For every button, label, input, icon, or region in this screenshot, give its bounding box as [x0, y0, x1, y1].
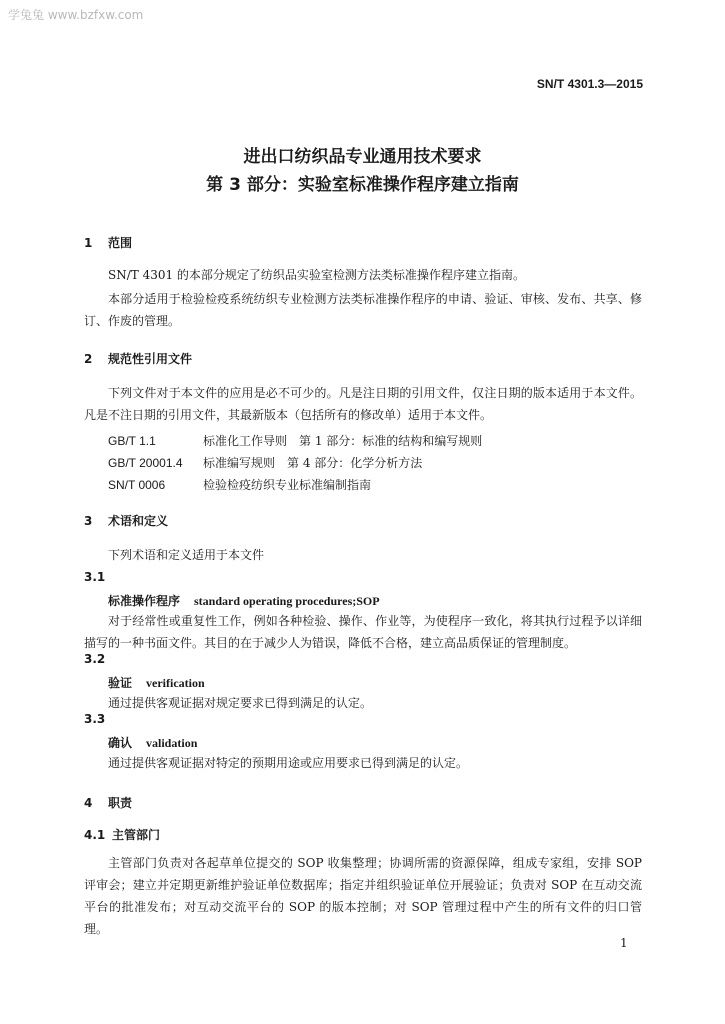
section-title: 职责 [108, 796, 133, 810]
section-4-heading [84, 794, 132, 811]
term-chinese: 确认 [108, 736, 133, 750]
reference-code: SN/T 0006 [108, 478, 166, 492]
section-1-paragraph-1: SN/T 4301 的本部分规定了纺织品实验室检测方法类标准操作程序建立指南。 [108, 268, 525, 282]
reference-item [108, 432, 482, 449]
watermark-text: 学兔兔 www.bzfxw.com [8, 8, 144, 22]
term-definition: 通过提供客观证据对特定的预期用途或应用要求已得到满足的认定。 [108, 756, 469, 770]
section-number: 3 [84, 514, 93, 528]
term-definition: 对于经常性或重复性工作，例如各种检验、操作、作业等，为使程序一致化，将其执行过程予以详细描写的一种书面文件。其目的在于减少人为错误，降低不合格，建立高品质保证的管理制度。 [84, 614, 642, 650]
subsection-4-1-paragraph: 主管部门负责对各起草单位提交的 SOP 收集整理；协调所需的资源保障，组成专家组，安排 SOP 评审会；建立并定期更新维护验证单位数据库；指定并组织验证单位开展验证；负责对 SOP 在互动交流平台的批准发布；对互动交流平台的 SOP 的版本控制；对 SOP 管理过程中产生的所有文件的归口管理。 [84, 856, 642, 936]
section-3-intro: 下列术语和定义适用于本文件 [108, 548, 265, 562]
section-title: 规范性引用文件 [108, 352, 193, 366]
reference-title: 标准编写规则 第 4 部分：化学分析方法 [203, 456, 423, 470]
reference-title: 检验检疫纺织专业标准编制指南 [203, 478, 372, 492]
section-number: 4 [84, 796, 93, 810]
standard-number: SN/T 4301.3—2015 [536, 77, 643, 91]
term-english: verification [146, 676, 205, 690]
section-2-intro: 下列文件对于本文件的应用是必不可少的。凡是注日期的引用文件，仅注日期的版本适用于本文件。凡是不注日期的引用文件，其最新版本（包括所有的修改单）适用于本文件。 [84, 386, 642, 422]
term-english: standard operating procedures;SOP [194, 594, 380, 608]
term-number: 3.3 [84, 712, 106, 726]
term-entry [108, 734, 197, 751]
subsection-4-1-heading [84, 826, 160, 843]
section-1-paragraph-2: 本部分适用于检验检疫系统纺织专业检测方法类标准操作程序的申请、验证、审核、发布、共享、修订、作废的管理。 [84, 292, 642, 328]
reference-item [108, 454, 422, 471]
section-3-heading [84, 512, 168, 529]
document-title-line-1: 进出口纺织品专业通用技术要求 [243, 147, 482, 167]
section-title: 范围 [108, 236, 133, 250]
term-english: validation [146, 736, 198, 750]
term-number: 3.1 [84, 570, 106, 584]
section-number: 2 [84, 352, 93, 366]
term-definition: 通过提供客观证据对规定要求已得到满足的认定。 [108, 696, 373, 710]
section-number: 1 [84, 236, 93, 250]
section-1-heading [84, 234, 132, 251]
document-title-line-2: 第 3 部分：实验室标准操作程序建立指南 [206, 175, 519, 195]
subsection-title: 主管部门 [112, 828, 161, 842]
term-number: 3.2 [84, 652, 106, 666]
page-number: 1 [620, 936, 628, 950]
reference-code: GB/T 1.1 [108, 434, 156, 448]
reference-code: GB/T 20001.4 [108, 456, 183, 470]
reference-item [108, 476, 371, 493]
subsection-number: 4.1 [84, 828, 106, 842]
term-entry [108, 592, 380, 609]
reference-title: 标准化工作导则 第 1 部分：标准的结构和编写规则 [203, 434, 483, 448]
term-chinese: 验证 [108, 676, 133, 690]
term-chinese: 标准操作程序 [108, 594, 181, 608]
section-2-heading [84, 350, 192, 367]
section-title: 术语和定义 [108, 514, 169, 528]
term-entry [108, 674, 205, 691]
